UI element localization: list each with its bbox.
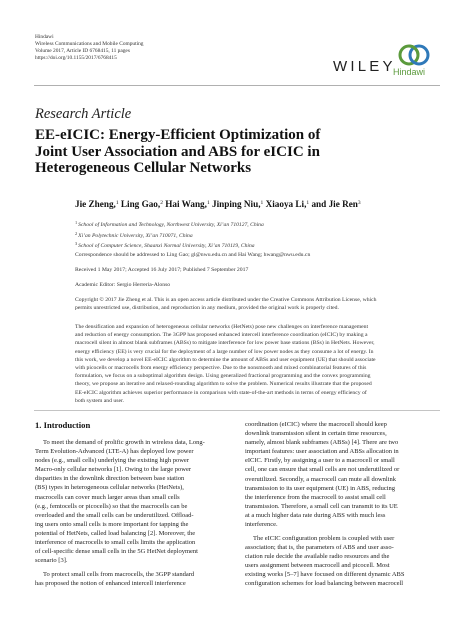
body-line: cell, one can ensure that small cells are not underutilized or xyxy=(245,466,400,474)
affiliation-item xyxy=(75,219,264,230)
title-line: Joint User Association and ABS for eICIC in xyxy=(35,143,320,160)
title-line: Heterogeneous Cellular Networks xyxy=(35,160,252,176)
wiley-logo: WILEY xyxy=(333,58,396,75)
copyright-line: Copyright © 2017 Jie Zheng et al. This is an open access article distributed under the Creative Commons Attribution License, which xyxy=(75,297,377,303)
affiliation-text: School of Information and Technology, Northwest University, Xi’an 710127, China xyxy=(78,222,264,228)
publisher-name: Hindawi xyxy=(35,34,54,40)
author-affiliation-mark: 1 xyxy=(260,200,264,206)
body-line: interference of macrocells to small cells limits the application xyxy=(35,539,196,547)
correspondence-note: Correspondence should be addressed to Ling Gao; gl@nwu.edu.cn and Hai Wang; hwang@nwu.edu.cn xyxy=(75,252,311,258)
section-divider xyxy=(34,410,440,411)
body-line: interference. xyxy=(245,521,278,529)
body-line: potential of HetNets, called load balancing [2]. Moreover, the xyxy=(35,529,196,537)
body-line: of cell-specific dense small cells in the 5G HetNet deployment xyxy=(35,548,198,556)
body-line: Macro-only cellular networks [1]. Owing to the large power xyxy=(35,466,192,474)
abstract-line: theory, we propose an iterative and relaxed-rounding algorithm to solve the problem. Numerical results illustrate that the proposed xyxy=(75,381,372,388)
body-line: eICIC. Firstly, by assigning a user to a macrocell or small xyxy=(245,457,395,465)
body-line: at a much higher data rate during ABS with much less xyxy=(245,511,386,519)
affiliation-item xyxy=(75,240,264,251)
hindawi-logo-text: Hindawi xyxy=(393,67,426,77)
body-line: (e.g., femtocells or picocells) so that the macrocells can be xyxy=(35,502,188,510)
academic-editor: Academic Editor: Sergio Herreria-Alonso xyxy=(75,282,171,288)
header-divider xyxy=(34,85,440,86)
abstract-line: The densification and expansion of heterogeneous cellular networks (HetNets) pose new challenges on interference management xyxy=(75,324,369,330)
body-line: The eICIC configuration problem is coupled with user xyxy=(253,534,395,542)
body-line: scenario [3]. xyxy=(35,557,68,565)
affiliation-text: Xi’an Polytechnic University, Xi’an 710071, China xyxy=(78,232,193,239)
abstract-line: formulation, we focus on a suboptimal algorithm design. Using generalized fractional programming and the convex programming xyxy=(75,373,371,380)
author-affiliation-mark: 1 xyxy=(206,200,210,206)
abstract-line: with picocells or macrocells from energy efficiency perspective. Due to the nonsmooth and mixed combinatorial features of this xyxy=(75,365,367,372)
body-line: nodes (e.g., small cells) underlying the existing high power xyxy=(35,457,189,465)
body-line: configuration schemes for load balancing between macrocell xyxy=(245,580,404,588)
hindawi-logo-icon xyxy=(397,41,431,69)
author-name: Hai Wang, xyxy=(165,199,207,209)
body-line: To protect small cells from macrocells, the 3GPP standard xyxy=(43,570,195,578)
affiliation-item xyxy=(75,230,264,241)
body-line: transmission. Therefore, a small cell can transmit to its UE xyxy=(245,502,398,510)
section-heading: 1. Introduction xyxy=(35,420,91,430)
body-line: has proposed the notion of enhanced intercell interference xyxy=(35,579,186,587)
body-line: users assignment between macrocell and picocell. Most xyxy=(245,561,390,569)
body-line: overloaded and the small cells can be underutilized. Offload- xyxy=(35,511,194,519)
body-line: To meet the demand of prolific growth in wireless data, Long- xyxy=(43,439,205,446)
doi-link[interactable]: https://doi.org/10.1155/2017/6768415 xyxy=(35,55,117,61)
abstract-line: and reduction of energy consumption. The 3GPP has proposed enhanced intercell interference coordination (eICIC) by making a xyxy=(75,332,368,339)
author-name: Jinping Niu, xyxy=(212,199,261,209)
body-line: (BS) types in heterogeneous cellular networks (HetNets), xyxy=(35,484,184,492)
author-name: and Jie Ren xyxy=(311,199,358,209)
author-list xyxy=(75,199,361,209)
body-line: ciation rule decide the available radio resources and the xyxy=(245,552,390,560)
journal-name: Wireless Communications and Mobile Computing xyxy=(35,41,144,47)
author-name: Ling Gao, xyxy=(120,199,161,209)
title-line: EE-eICIC: Energy-Efficient Optimization of xyxy=(35,127,321,143)
body-line: the interference from the macrocell to assist small cell xyxy=(245,493,386,501)
volume-line: Volume 2017, Article ID 6768415, 11 pages xyxy=(35,48,130,54)
body-line: disparities in the downlink direction between base station xyxy=(35,475,185,483)
affiliation-text: School of Computer Science, Shaanxi Normal University, Xi’an 710119, China xyxy=(78,243,255,250)
abstract xyxy=(75,323,439,405)
body-line: overutilized. Secondly, a macrocell can mute all downlink xyxy=(245,475,397,483)
article-dates: Received 1 May 2017; Accepted 16 July 2017; Published 7 September 2017 xyxy=(75,267,249,273)
author-affiliation-mark: 1 xyxy=(306,200,310,206)
author-affiliation-mark: 1 xyxy=(115,200,119,206)
article-type: Research Article xyxy=(35,106,132,122)
abstract-line: energy efficiency (EE) is very crucial for the deployment of a large number of low power nodes as they consume a lot of energy. In xyxy=(75,348,374,355)
copyright-notice xyxy=(75,296,439,312)
abstract-line: macrocell silent in almost blank subframes (ABSs) to mitigate interference for low power base stations (BSs) in HetNets. However, xyxy=(75,340,375,347)
copyright-line: permits unrestricted use, distribution, and reproduction in any medium, provided the original work is properly cited. xyxy=(75,305,339,312)
abstract-line: EE-eICIC algorithm achieves superior performance in comparison with state-of-the-art methods in terms of energy efficiency of xyxy=(75,389,367,396)
author-name: Jie Zheng, xyxy=(75,199,116,209)
affiliation-number: 1 xyxy=(75,220,78,225)
body-line: coordination (eICIC) where the macrocell should keep xyxy=(245,421,387,428)
affiliations xyxy=(75,219,264,251)
body-line: namely, almost blank subframes (ABSs) [4]. There are two xyxy=(245,439,399,447)
body-column-right xyxy=(245,420,441,588)
body-line: Term Evolution-Advanced (LTE-A) has deployed low power xyxy=(35,448,194,456)
author-affiliation-mark: 3 xyxy=(357,200,361,206)
affiliation-number: 3 xyxy=(75,241,78,247)
abstract-line: this work, we develop a novel EE-eICIC algorithm to determine the amount of ABSs and user equipment (UE) that should associate xyxy=(75,356,376,363)
author-affiliation-mark: 2 xyxy=(160,200,163,206)
body-line: association; that is, the parameters of ABS and user asso- xyxy=(245,543,394,551)
body-column-left xyxy=(35,438,231,588)
body-line: ing users onto small cells is more important for tapping the xyxy=(35,520,189,528)
body-line: downlink transmission silent in certain time resources, xyxy=(245,430,387,438)
masthead-info xyxy=(35,34,143,62)
body-line: transmission to its user equipment (UE) in ABS, reducing xyxy=(245,484,396,492)
article-title xyxy=(35,127,395,177)
body-line: existing works [5–7] have focused on different dynamic ABS xyxy=(245,571,405,578)
body-line: important features: user association and ABSs allocation in xyxy=(245,448,399,456)
author-name: Xiaoya Li, xyxy=(265,199,307,209)
body-line: macrocells can cover much larger areas than small cells xyxy=(35,493,180,501)
affiliation-number: 2 xyxy=(75,230,78,236)
abstract-line: both system and user. xyxy=(75,397,124,404)
